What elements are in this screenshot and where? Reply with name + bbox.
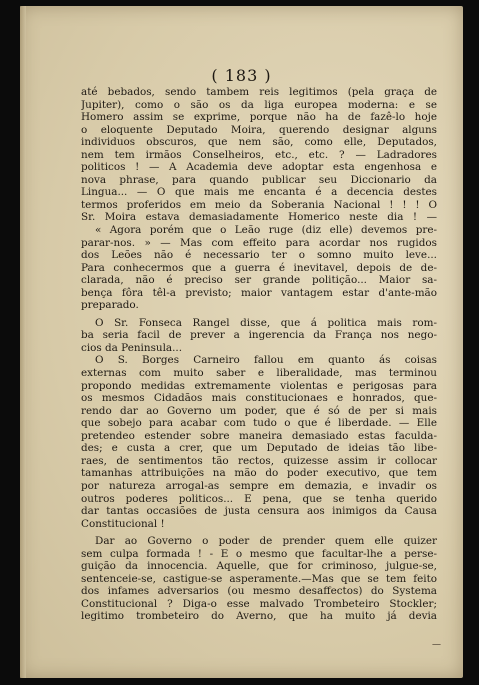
text-line: clarada, não é preciso ser grande politição... Maior sa- [81,274,437,287]
text-line: Constitucional ? Diga-o esse malvado Trombeteiro Stockler; [81,597,437,610]
text-line: Lingua... — O que mais me encanta é a decencia destes [81,186,437,199]
text-line: cios da Peninsula... [81,341,183,354]
text-line: outros poderes politicos... E pena, que se tenha querido [81,492,437,505]
text-line: des; e custa a crer, que um Deputado de ideias tão libe- [81,442,437,455]
page-body-text [81,86,437,623]
text-line: sem culpa formada ! - E o mesmo que facultar-lhe a perse- [81,547,437,560]
text-line: propondo medidas extremamente violentas e perigosas para [81,379,437,392]
text-line: externas com muito saber e liberalidade, mas terminou [81,367,437,380]
signature-mark: — [432,640,441,650]
text-line: tamanhas attribuições na mão do poder executivo, que tem [81,467,437,480]
text-line: preparado. [81,299,139,312]
text-line: « Agora porém que o Leão ruge (diz elle) devemos pre- [95,224,437,237]
text-line: por natureza arrogal-as sempre em demazia, e invadir os [81,479,437,492]
text-line: dos Leões não é necessario ter o somno muito leve... [81,249,437,262]
text-line: parar-nos. » — Mas com effeito para acordar nos rugidos [81,236,437,249]
text-line: nem tem irmãos Conselheiros, etc., etc. ? — Ladradores [81,148,437,161]
text-line: O Sr. Fonseca Rangel disse, que á politica mais rom- [95,316,437,329]
text-line: até bebados, sendo tambem reis legitimos (pela graça de [81,86,437,98]
text-line: Sr. Moira estava demasiadamente Homerico neste dia ! — [81,211,437,224]
text-line: bença fôra têl-a previsto; maior vantagem estar d'ante-mão [81,286,437,299]
text-line: que sobejo para acabar com tudo o que é liberdade. — Elle [81,417,437,430]
text-line: Constitucional ! [81,517,165,530]
text-line: o eloquente Deputado Moira, querendo designar alguns [81,123,437,136]
text-line: termos proferidos em meio da Soberania Nacional ! ! ! O [81,198,437,211]
text-line: Dar ao Governo o poder de prender quem elle quizer [95,535,437,548]
text-line: Para conhecermos que a guerra é inevitavel, depois de de- [81,261,437,274]
text-line: O S. Borges Carneiro fallou em quanto ás coisas [95,354,437,367]
page-spine-shadow [20,6,26,678]
text-line: raes, de sentimentos tão rectos, quizesse assim ir collocar [81,454,437,467]
text-line: individuos obscuros, que nem são, como elle, Deputados, [81,136,437,149]
text-line: nova phrase, para quando publicar seu Diccionario da [81,173,437,186]
text-line: dos infames adversarios (ou mesmo desaffectos) do Systema [81,585,437,598]
text-line: Jupiter), como o são os da liga europea moderna: e se [81,98,437,111]
text-line: guição da innocencia. Aquelle, que for criminoso, julgue-se, [81,560,437,573]
text-line: Homero assim se exprime, porque não ha de fazê-lo hoje [81,111,437,124]
text-line: pretendeo estender sobre maneira demasiado estas faculda- [81,429,437,442]
book-page [20,6,463,678]
text-line: legitimo trombeteiro do Averno, que ha muito já devia [81,610,437,623]
text-line: dar tantas occasiões de justa censura aos inimigos da Causa [81,505,437,518]
text-line: ba seria facil de prever a ingerencia da França nos nego- [81,329,437,342]
text-line: rendo dar ao Governo um poder, que é só de per si mais [81,404,437,417]
text-line: sentenceie-se, castigue-se asperamente.—Mas que se tem feito [81,572,437,585]
text-line: politicos ! — A Academia deve adoptar esta engenhosa e [81,161,437,174]
text-line: os mesmos Cidadãos mais constitucionaes e honrados, que- [81,392,437,405]
page-number: ( 183 ) [211,66,272,85]
